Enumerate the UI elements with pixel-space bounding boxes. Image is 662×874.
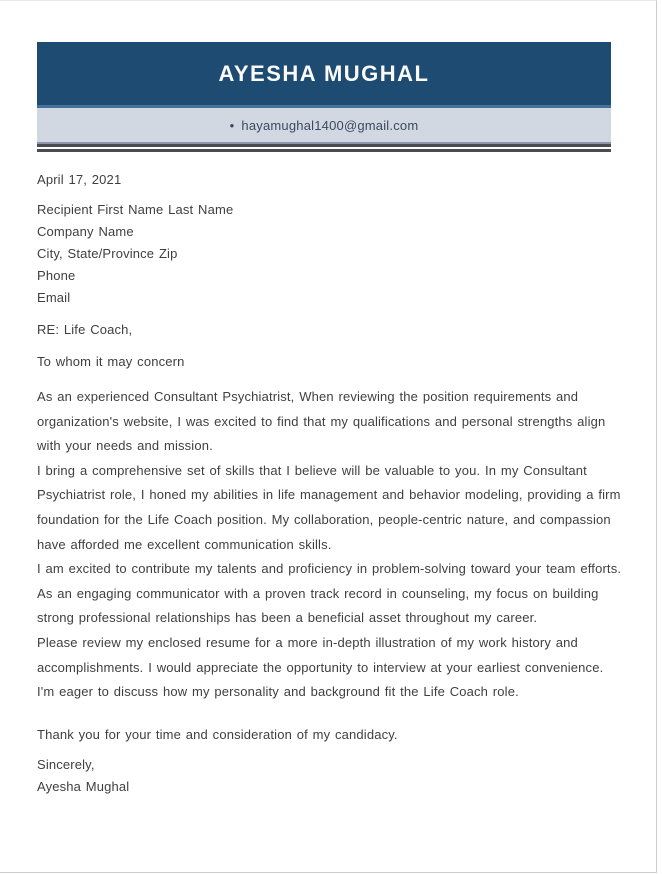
divider-line-bottom bbox=[37, 149, 611, 152]
candidate-name-title: AYESHA MUGHAL bbox=[218, 60, 430, 86]
paragraph-intro: As an experienced Consultant Psychiatrist, When reviewing the position requirements and organization's website, I was excited to find that my qualifications and personal strengths align with your needs and mission. bbox=[37, 389, 606, 454]
contact-line bbox=[230, 118, 419, 133]
paragraph-skills: I bring a comprehensive set of skills that I believe will be valuable to you. In my Consultant Psychiatrist role, I honed my abilities in life management and behavior modeling, providing a firm foundation for the Life Coach position. My collaboration, people-centric nature, and compassion have afforded me excellent communication skills. bbox=[37, 462, 621, 552]
paragraph-strengths: I am excited to contribute my talents and proficiency in problem-solving toward your team efforts. As an engaging communicator with a proven track record in counseling, my focus on building strong professional relationships has been a beneficial asset throughout my career. bbox=[37, 561, 622, 626]
phone-line: Phone bbox=[37, 268, 76, 283]
letter-paragraphs bbox=[37, 385, 625, 705]
subject-line: RE: Life Coach, bbox=[37, 322, 133, 337]
paragraph-resume: Please review my enclosed resume for a more in-depth illustration of my work history and accomplishments. I would appreciate the opportunity to interview at your earliest convenience. I'm eager to discuss how my personality and background fit the Life Coach role. bbox=[37, 634, 604, 700]
contact-bar bbox=[37, 108, 611, 144]
city-state-zip-line: City, State/Province Zip bbox=[37, 246, 178, 261]
signature-name: Ayesha Mughal bbox=[37, 778, 130, 794]
email-text: hayamughal1400@gmail.com bbox=[241, 117, 419, 133]
closing-salutation: Sincerely, bbox=[37, 756, 95, 772]
closing-block bbox=[37, 754, 625, 798]
date-line: April 17, 2021 bbox=[37, 172, 122, 187]
recipient-block bbox=[37, 199, 625, 309]
thanks-line: Thank you for your time and consideration of my candidacy. bbox=[37, 726, 398, 742]
header-divider bbox=[37, 144, 611, 152]
bullet-icon: • bbox=[229, 117, 235, 133]
letter-body bbox=[37, 169, 625, 798]
email-line: Email bbox=[37, 290, 71, 305]
company-name-line: Company Name bbox=[37, 224, 134, 239]
header-banner bbox=[37, 42, 611, 144]
recipient-name-line: Recipient First Name Last Name bbox=[37, 202, 234, 217]
salutation: To whom it may concern bbox=[37, 354, 185, 369]
name-banner bbox=[37, 42, 611, 108]
